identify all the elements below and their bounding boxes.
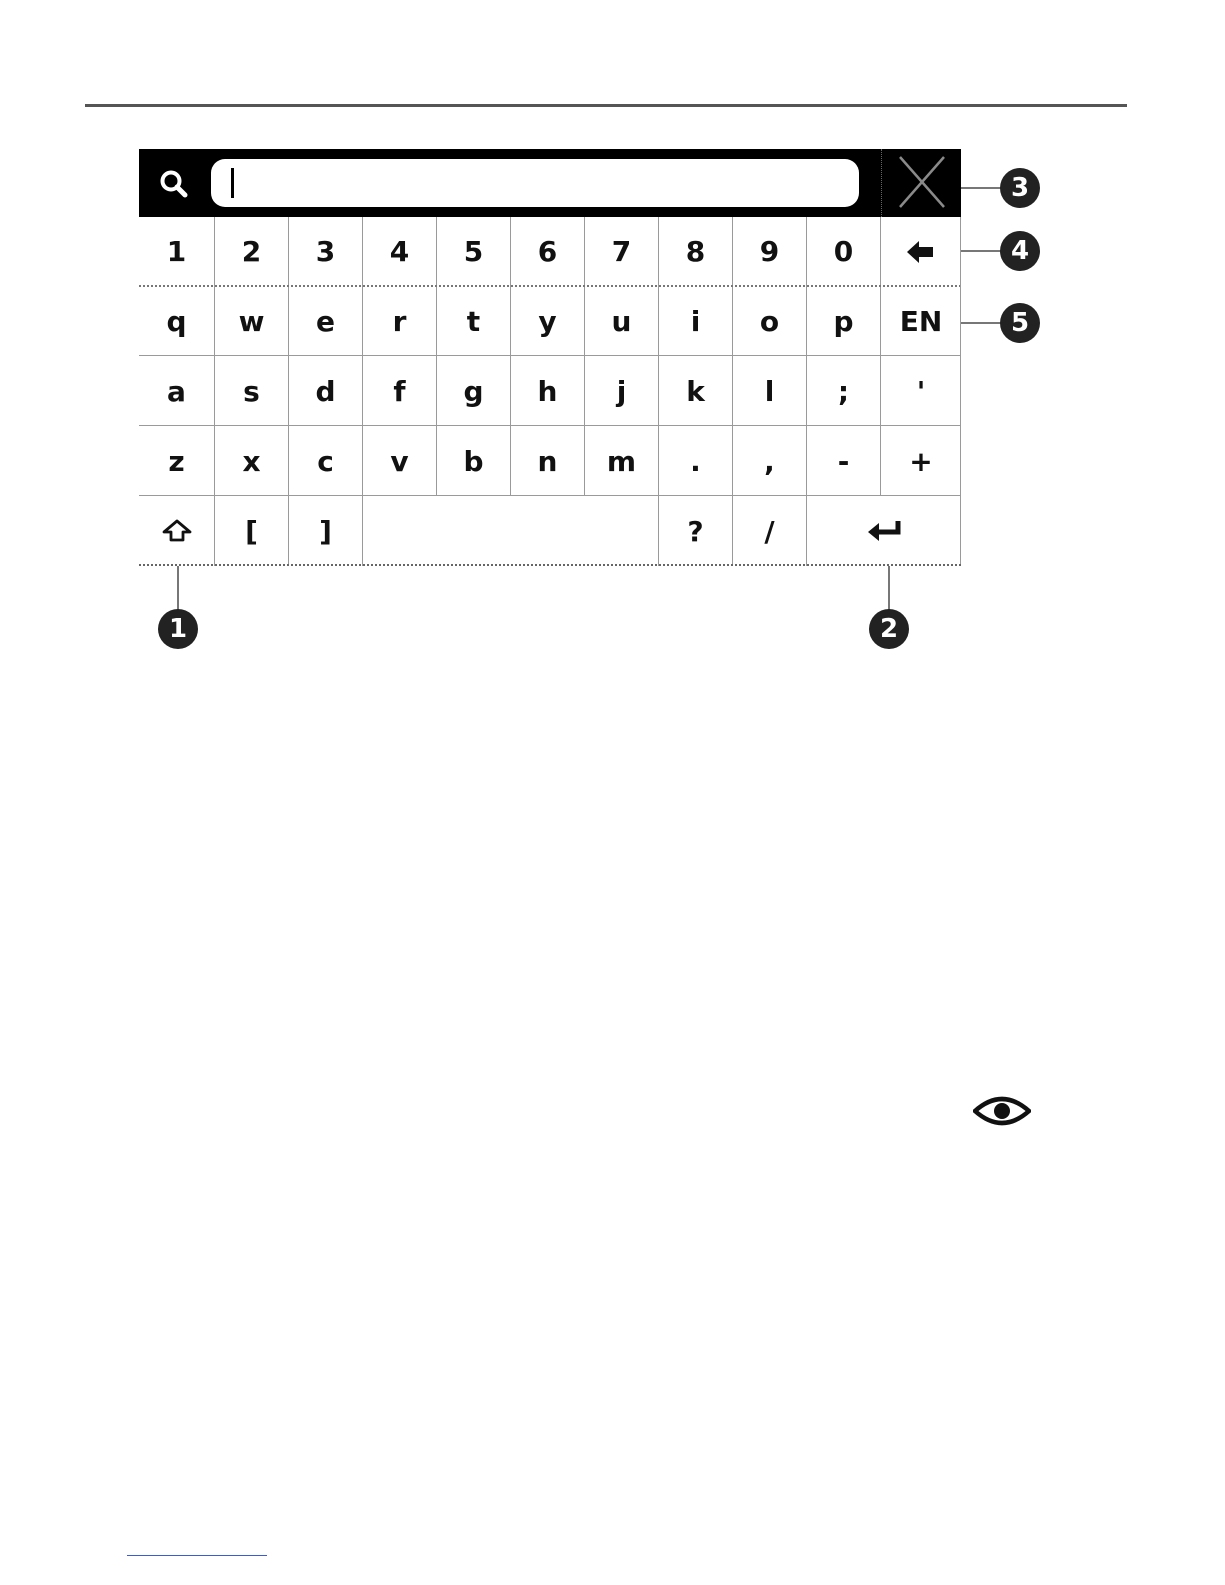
on-screen-keyboard <box>139 149 961 566</box>
search-input[interactable] <box>211 159 859 207</box>
footer-link-underline <box>127 1555 267 1556</box>
key-9[interactable]: 9 <box>733 217 807 286</box>
callout-line-3 <box>961 187 1001 189</box>
callout-4: 4 <box>1000 231 1040 271</box>
key-l[interactable]: l <box>733 356 807 426</box>
callout-2: 2 <box>869 609 909 649</box>
key-5[interactable]: 5 <box>437 217 511 286</box>
shift-key[interactable] <box>139 496 215 566</box>
search-icon <box>157 167 191 201</box>
search-bar <box>139 149 961 217</box>
callout-3: 3 <box>1000 168 1040 208</box>
language-key[interactable]: EN <box>899 304 943 338</box>
enter-icon <box>866 519 902 543</box>
key-j[interactable]: j <box>585 356 659 426</box>
key-i[interactable]: i <box>659 286 733 356</box>
key-b[interactable]: b <box>437 426 511 496</box>
key-slash[interactable]: / <box>733 496 807 566</box>
shift-icon <box>162 519 192 543</box>
key-8[interactable]: 8 <box>659 217 733 286</box>
row-divider <box>139 355 961 356</box>
text-caret <box>231 168 234 198</box>
key-g[interactable]: g <box>437 356 511 426</box>
close-button[interactable] <box>881 149 961 217</box>
key-question[interactable]: ? <box>659 496 733 566</box>
key-0[interactable]: 0 <box>807 217 881 286</box>
keyboard-right-border <box>960 217 961 566</box>
key-w[interactable]: w <box>215 286 289 356</box>
key-semicolon[interactable]: ; <box>807 356 881 426</box>
key-v[interactable]: v <box>363 426 437 496</box>
key-close-bracket[interactable]: ] <box>289 496 363 566</box>
eye-icon <box>973 1093 1031 1129</box>
backspace-key[interactable] <box>881 217 961 286</box>
key-e[interactable]: e <box>289 286 363 356</box>
key-u[interactable]: u <box>585 286 659 356</box>
key-comma[interactable]: , <box>733 426 807 496</box>
key-o[interactable]: o <box>733 286 807 356</box>
key-a[interactable]: a <box>139 356 215 426</box>
close-icon <box>882 149 962 217</box>
key-minus[interactable]: - <box>807 426 881 496</box>
row-divider <box>139 495 961 496</box>
key-q[interactable]: q <box>139 286 215 356</box>
callout-line-1 <box>177 566 179 610</box>
key-f[interactable]: f <box>363 356 437 426</box>
key-d[interactable]: d <box>289 356 363 426</box>
row-divider <box>139 425 961 426</box>
key-1[interactable]: 1 <box>139 217 215 286</box>
key-y[interactable]: y <box>511 286 585 356</box>
key-c[interactable]: c <box>289 426 363 496</box>
callout-1: 1 <box>158 609 198 649</box>
key-6[interactable]: 6 <box>511 217 585 286</box>
callout-line-4 <box>961 250 1001 252</box>
key-grid <box>139 217 961 566</box>
key-7[interactable]: 7 <box>585 217 659 286</box>
key-m[interactable]: m <box>585 426 659 496</box>
key-apostrophe[interactable]: ' <box>916 374 926 408</box>
callout-line-2 <box>888 566 890 610</box>
keyboard-bottom-border <box>139 564 961 566</box>
key-k[interactable]: k <box>659 356 733 426</box>
key-3[interactable]: 3 <box>289 217 363 286</box>
callout-5: 5 <box>1000 303 1040 343</box>
key-t[interactable]: t <box>437 286 511 356</box>
space-key[interactable] <box>363 496 659 566</box>
arrow-left-icon <box>907 241 935 263</box>
callout-line-5 <box>961 322 1001 324</box>
key-s[interactable]: s <box>215 356 289 426</box>
key-period[interactable]: . <box>659 426 733 496</box>
key-p[interactable]: p <box>807 286 881 356</box>
key-2[interactable]: 2 <box>215 217 289 286</box>
row-divider <box>139 285 961 287</box>
key-z[interactable]: z <box>139 426 215 496</box>
key-n[interactable]: n <box>511 426 585 496</box>
top-rule <box>85 104 1127 107</box>
key-4[interactable]: 4 <box>363 217 437 286</box>
enter-key[interactable] <box>807 496 961 566</box>
key-plus[interactable]: + <box>909 444 933 478</box>
key-h[interactable]: h <box>511 356 585 426</box>
key-x[interactable]: x <box>215 426 289 496</box>
key-r[interactable]: r <box>363 286 437 356</box>
key-open-bracket[interactable]: [ <box>215 496 289 566</box>
